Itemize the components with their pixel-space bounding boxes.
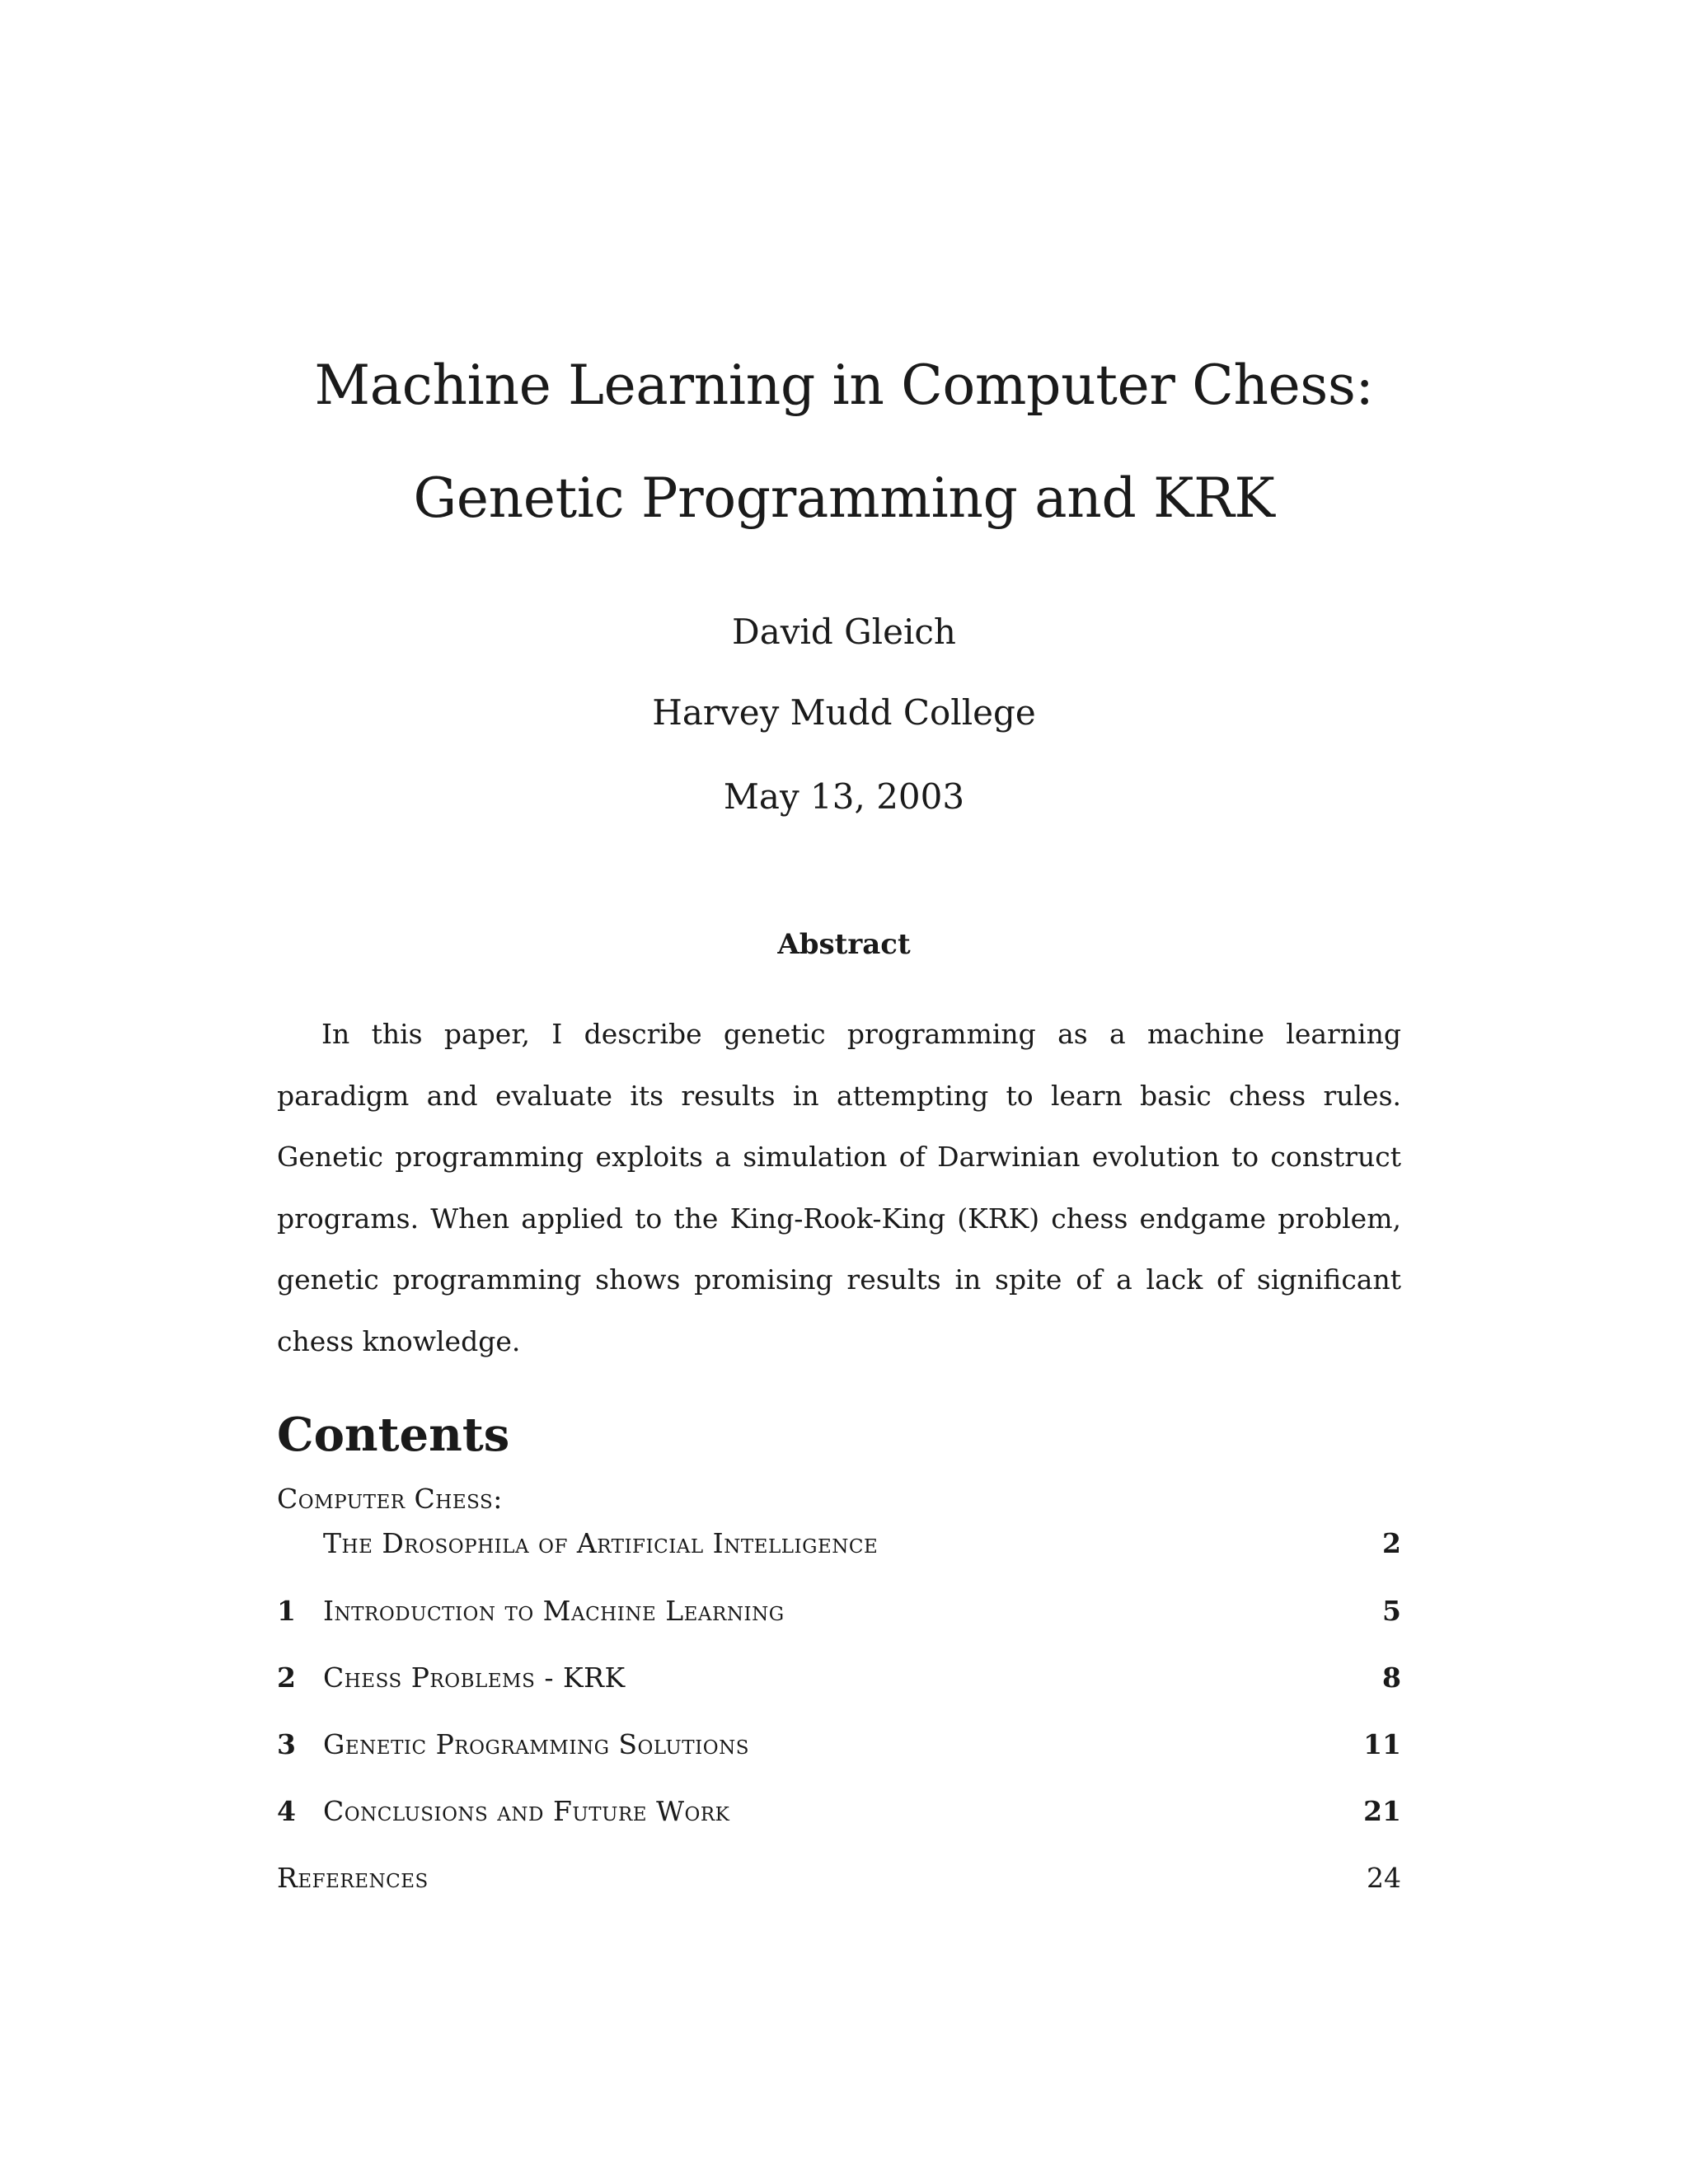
toc-entry-number: 1 <box>277 1595 296 1627</box>
toc-entry-genetic-programming[interactable] <box>277 1724 1401 1765</box>
toc-entry-number: 3 <box>277 1728 296 1760</box>
abstract-text: In this paper, I describe genetic programming as a machine learning paradigm and evaluate its results in attempting to learn basic chess rules. Genetic programming exploits a simulation of Darwinian evolution to construct programs. When applied to the King-Rook-King (KRK) chess endgame problem, genetic programming shows promising results in spite of a lack of significant chess knowledge. <box>277 1018 1401 1357</box>
toc-entry-title: Introduction to Machine Learning <box>323 1595 785 1627</box>
paper-title-line-2: Genetic Programming and KRK <box>413 466 1275 530</box>
toc-entry-page: 21 <box>1363 1795 1401 1827</box>
toc-entry-number: 4 <box>277 1795 296 1827</box>
author-institution: Harvey Mudd College <box>652 692 1036 733</box>
toc-entry-title: The Drosophila of Artificial Intelligence <box>323 1527 879 1559</box>
paper-title-line-1: Machine Learning in Computer Chess: <box>314 354 1374 417</box>
toc-entry-title: Conclusions and Future Work <box>323 1795 730 1827</box>
toc-entry-page: 24 <box>1367 1862 1401 1894</box>
toc-entry-page: 5 <box>1382 1595 1401 1627</box>
toc-entry-introduction[interactable] <box>277 1591 1401 1632</box>
abstract-heading: Abstract <box>777 928 911 961</box>
toc-entry-title: Genetic Programming Solutions <box>323 1728 749 1760</box>
toc-entry-title: Chess Problems - KRK <box>323 1661 626 1694</box>
paper-date: May 13, 2003 <box>723 776 965 817</box>
toc-entry-chess-problems[interactable] <box>277 1657 1401 1699</box>
author-name: David Gleich <box>732 612 956 652</box>
toc-entry-page: 2 <box>1382 1527 1401 1559</box>
toc-entry-page: 8 <box>1382 1661 1401 1694</box>
toc-entry-page: 11 <box>1363 1728 1401 1760</box>
toc-entry-number: 2 <box>277 1661 296 1694</box>
toc-entry-title: References <box>277 1862 429 1894</box>
toc-entry-conclusions[interactable] <box>277 1791 1401 1832</box>
toc-entry-computer-chess-line-1[interactable] <box>277 1479 1401 1520</box>
toc-entry-title: Computer Chess: <box>277 1483 503 1515</box>
toc-entry-references[interactable] <box>277 1858 1401 1899</box>
contents-heading: Contents <box>277 1408 510 1462</box>
toc-entry-computer-chess[interactable] <box>277 1523 1401 1564</box>
